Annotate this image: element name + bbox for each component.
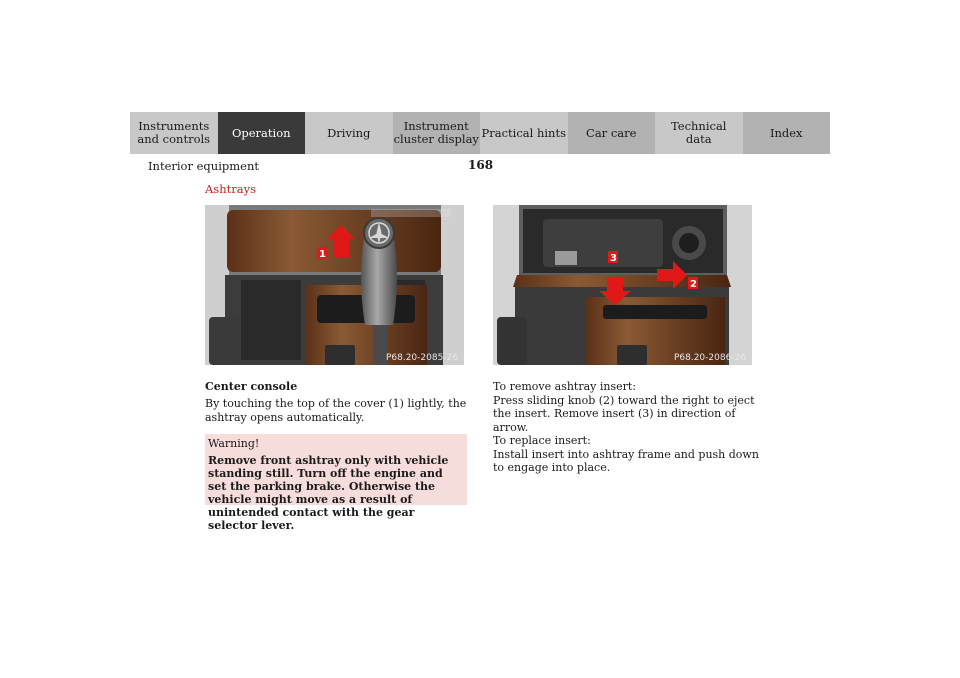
warning-box <box>205 434 467 532</box>
replace-title: To replace insert: <box>493 434 591 447</box>
tab-label: Operation <box>231 125 291 140</box>
ashtrays-heading: Ashtrays <box>205 182 256 196</box>
warning-body: Remove front ashtray only with vehicle standing still. Turn off the engine and set the parking brake. Otherwise the vehicle might move as a result of unintended contact with the gear selector lever. <box>208 454 449 532</box>
replace-body: Install insert into ashtray frame and push down to engage into place. <box>493 447 759 474</box>
photo-caption: P68.20-2085-26 <box>385 353 458 363</box>
tab-label: Instrument cluster display <box>393 119 479 146</box>
ashtray-insert-photo <box>493 205 752 365</box>
tab-driving[interactable] <box>305 112 393 154</box>
tab-label: Driving <box>327 125 371 140</box>
callout-2: 2 <box>690 279 697 290</box>
center-console-photo <box>205 205 464 365</box>
remove-instructions <box>493 380 763 434</box>
tab-operation[interactable] <box>218 112 306 154</box>
tab-instruments-and-controls[interactable] <box>130 112 218 154</box>
remove-title: To remove ashtray insert: <box>493 380 637 393</box>
center-console-paragraph: By touching the top of the cover (1) lightly, the ashtray opens automatically. <box>205 397 467 424</box>
callout-3: 3 <box>610 253 617 264</box>
photo-caption: P68.20-2086-26 <box>673 353 746 363</box>
replace-instructions <box>493 434 763 475</box>
tab-car-care[interactable] <box>568 112 656 154</box>
tab-practical-hints[interactable] <box>480 112 568 154</box>
section-title: Interior equipment <box>148 159 259 173</box>
tab-label: Index <box>769 125 803 140</box>
tab-label: Car care <box>586 125 637 140</box>
tab-label: Technical data <box>671 119 727 146</box>
tab-index[interactable] <box>743 112 831 154</box>
remove-body: Press sliding knob (2) toward the right to eject the insert. Remove insert (3) in direction of arrow. <box>493 393 755 434</box>
callout-1: 1 <box>319 249 326 260</box>
warning-title: Warning! <box>208 437 260 450</box>
page-number: 168 <box>468 158 494 172</box>
tab-label: Practical hints <box>481 125 566 140</box>
center-console-subheading: Center console <box>205 380 298 393</box>
chapter-tabs <box>130 112 830 154</box>
tab-technical-data[interactable] <box>655 112 743 154</box>
tab-label: Instruments and controls <box>137 119 211 146</box>
tab-instrument-cluster-display[interactable] <box>393 112 481 154</box>
